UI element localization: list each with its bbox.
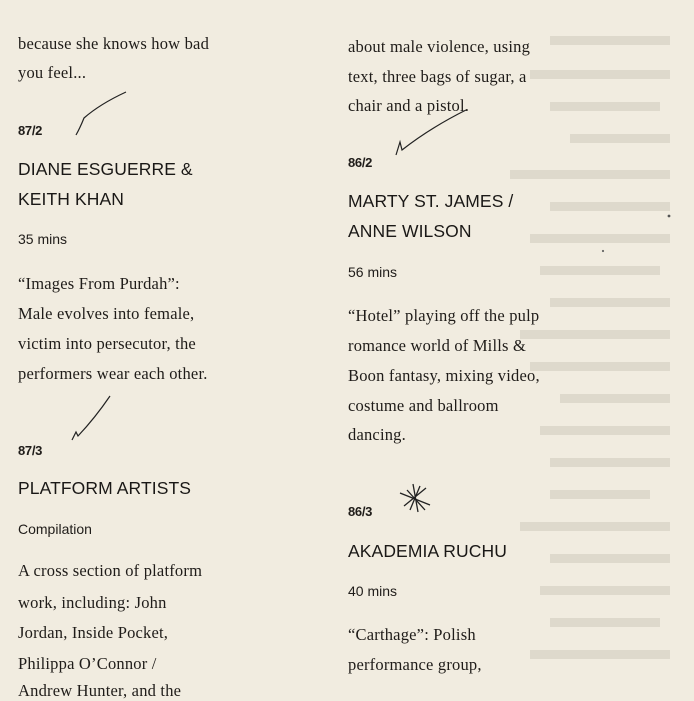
body-line: dancing. [348, 425, 406, 444]
entry-heading: KEITH KHAN [18, 189, 125, 209]
body-line: Male evolves into female, [18, 304, 195, 323]
body-line: chair and a pistol. [348, 96, 470, 115]
body-line: performers wear each other. [18, 364, 208, 383]
body-line: Boon fantasy, mixing video, [348, 366, 540, 385]
body-line: work, including: John [18, 593, 167, 612]
body-line: “Hotel” playing off the pulp [348, 306, 540, 325]
entry-heading: AKADEMIA RUCHU [348, 541, 507, 561]
entry-heading: DIANE ESGUERRE & [18, 159, 193, 179]
tick-mark [396, 110, 466, 155]
tick-mark [72, 396, 110, 440]
entry-heading: PLATFORM ARTISTS [18, 478, 192, 498]
body-line: victim into persecutor, the [18, 334, 196, 353]
asterisk-mark [400, 484, 430, 512]
entry-code: 87/3 [18, 443, 43, 458]
body-line: Philippa O’Connor / [18, 654, 157, 673]
body-line: romance world of Mills & [348, 336, 527, 355]
entry-code: 87/2 [18, 123, 43, 138]
body-line: costume and ballroom [348, 396, 499, 415]
entry-code: 86/2 [348, 155, 373, 170]
entry-duration: 56 mins [348, 264, 398, 280]
entry-duration: 40 mins [348, 583, 398, 599]
body-line: about male violence, using [348, 37, 531, 56]
body-line: because she knows how bad [18, 34, 210, 53]
body-line: “Images From Purdah”: [18, 274, 180, 293]
entry-duration: 35 mins [18, 231, 68, 247]
body-line: A cross section of platform [18, 561, 203, 580]
ink-dot [602, 250, 604, 252]
body-line: Andrew Hunter, and the [18, 681, 182, 700]
body-line: you feel... [18, 63, 87, 82]
entry-heading: MARTY ST. JAMES / [348, 191, 514, 211]
tick-mark [76, 92, 126, 135]
entry-duration: Compilation [18, 521, 92, 537]
body-line: “Carthage”: Polish [348, 625, 476, 644]
body-line: performance group, [348, 655, 482, 674]
ink-dot [668, 215, 671, 218]
body-line: text, three bags of sugar, a [348, 67, 527, 86]
body-line: Jordan, Inside Pocket, [18, 623, 169, 642]
entry-heading: ANNE WILSON [348, 221, 472, 241]
entry-code: 86/3 [348, 504, 373, 519]
